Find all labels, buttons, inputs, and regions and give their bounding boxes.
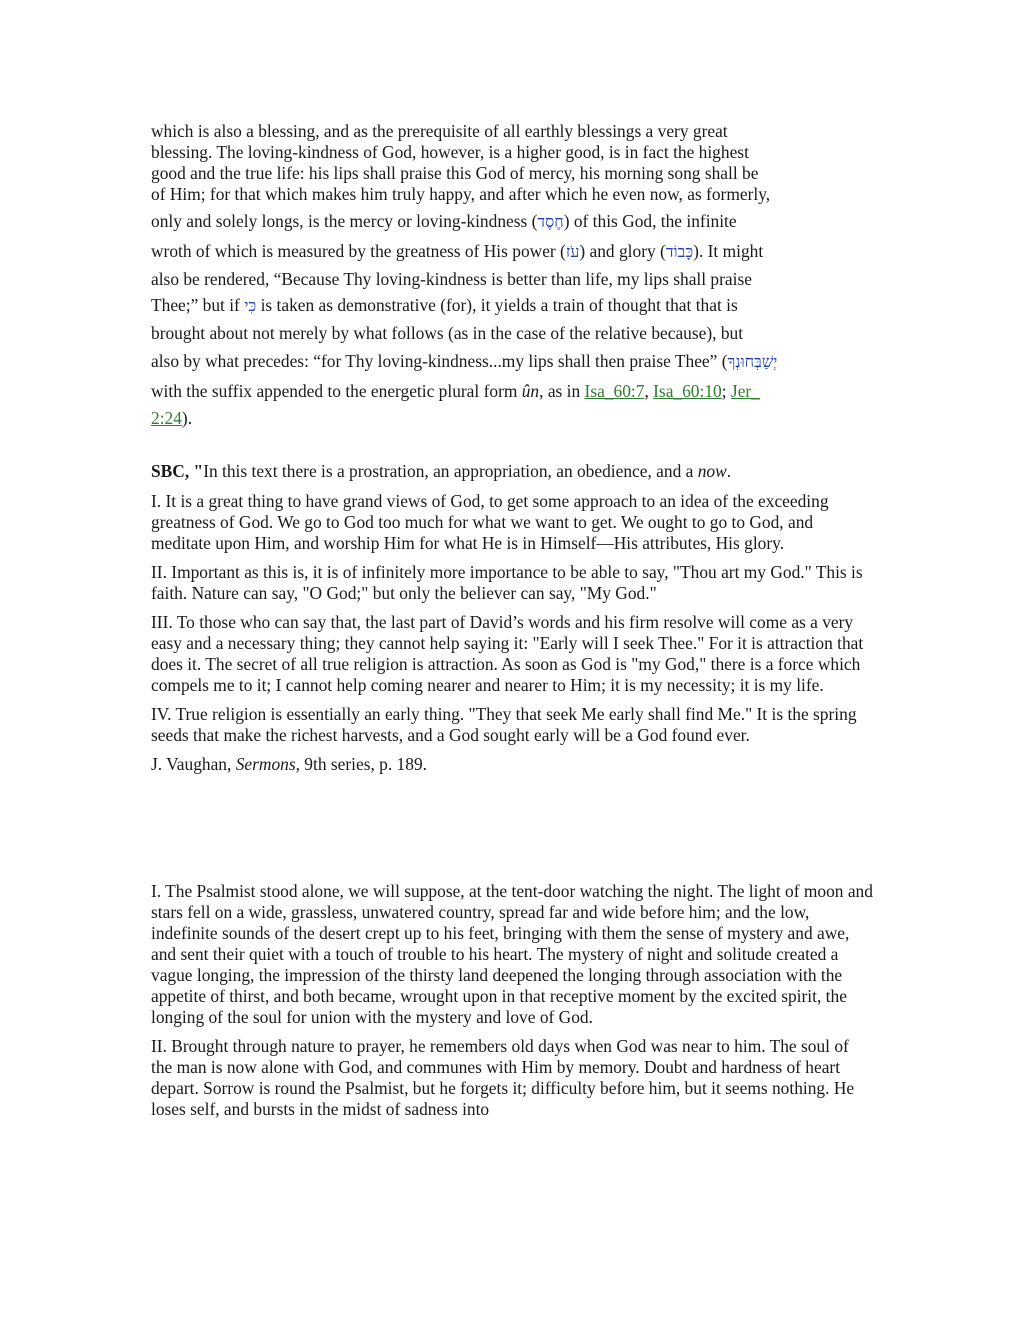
sbc-point-4: IV. True religion is essentially an early thing. "They that seek Me early shall find Me." It is the spring seeds that make the richest harvests, and a God sought early will be a God found ever. — [151, 704, 857, 745]
document-page — [151, 121, 873, 1128]
hebrew-word: חֶסֶד — [537, 212, 564, 231]
text-span: blessing. The loving-kindness of God, however, is a higher good, is in fact the highest — [151, 142, 749, 162]
sbc-point-1: I. It is a great thing to have grand views of God, to get some approach to an idea of the exceeding greatness of God. We go to God too much for what we want to get. We ought to go to God, and meditate upon Him, and worship Him for what He is in Himself—His attributes, His glory. — [151, 491, 829, 553]
sermon-point-2: II. Brought through nature to prayer, he remembers old days when God was near to him. The soul of the man is now alone with God, and communes with Him by memory. Doubt and hardness of heart depart. Sorrow is round the Psalmist, but he forgets it; difficulty before him, but it seems nothing. He loses self, and bursts in the midst of sadness into — [151, 1036, 855, 1119]
text-span: wroth of which is measured by the greatness of His power ( — [151, 241, 566, 261]
text-line — [151, 121, 873, 142]
text-line — [151, 238, 873, 266]
text-line — [151, 346, 873, 377]
text-line — [151, 377, 873, 405]
sbc-label: SBC, " — [151, 461, 204, 481]
text-line — [151, 292, 873, 320]
text-span: with the suffix appended to the energetic plural form — [151, 381, 522, 401]
text-line — [151, 163, 873, 184]
second-sermon-section — [151, 881, 873, 1120]
italic-term: ûn — [521, 381, 540, 401]
sermon-point-1: I. The Psalmist stood alone, we will suppose, at the tent-door watching the night. The light of moon and stars fell on a wide, grassless, unwatered country, spread far and wide before him; and the low, indefinite sounds of the desert crept up to his feet, bringing with them the sense of mystery and awe, and sent their quiet with a touch of trouble to his heart. The mystery of night and solitude created a vague longing, the impression of the thirsty land deepened the longing through association with the appetite of thirst, and both became, wrought upon in that receptive moment by the excited spirit, the longing of the soul for union with the mystery and love of God. — [151, 881, 873, 1027]
text-span: , as in — [539, 381, 585, 401]
text-span: is taken as demonstrative (for), it yields a train of thought that that is — [256, 295, 738, 315]
citation-author: J. Vaughan, — [151, 754, 236, 774]
text-line — [151, 266, 873, 293]
text-line — [151, 205, 873, 238]
text-span: ). — [181, 408, 193, 428]
text-span: Thee;” but if — [151, 295, 245, 315]
scripture-link-jer-2-24[interactable]: Jer_ — [730, 381, 760, 401]
citation-title: Sermons, — [235, 754, 300, 774]
italic-term: now — [697, 461, 727, 481]
sbc-section — [151, 461, 873, 775]
sbc-point-3: III. To those who can say that, the last part of David’s words and his firm resolve will come as a very easy and a necessary thing; they cannot help saying it: "Early will I seek Thee." For it is attraction that does it. The secret of all true religion is attraction. As soon as God is "my God," there is a force which compels me to it; I cannot help coming nearer and nearer to Him; it is my necessity; it is my life. — [151, 612, 864, 695]
text-span: , — [644, 381, 654, 401]
text-span: ) of this God, the infinite — [563, 211, 737, 231]
text-span: also be rendered, “Because Thy loving-kindness is better than life, my lips shall praise — [151, 268, 752, 289]
text-span: also by what precedes: “for Thy loving-kindness...my lips shall then praise Thee” ( — [151, 351, 728, 371]
text-span: In this text there is a prostration, an appropriation, an obedience, and a — [203, 461, 698, 481]
text-line — [151, 184, 873, 205]
text-line — [151, 142, 873, 163]
text-span: of Him; for that which makes him truly happy, and after which he even now, as formerly, — [151, 184, 771, 204]
commentary-paragraph — [151, 121, 873, 238]
commentary-paragraph-continued — [151, 238, 873, 431]
text-span: good and the true life: his lips shall praise this God of mercy, his morning song shall be — [151, 163, 759, 183]
sbc-point-2: II. Important as this is, it is of infinitely more importance to be able to say, "Thou art my God." This is faith. Nature can say, "O God;" but only the believer can say, "My God." — [151, 562, 863, 603]
citation — [151, 754, 873, 775]
text-line — [151, 320, 873, 347]
text-span: which is also a blessing, and as the prerequisite of all earthly blessings a very great — [151, 121, 728, 141]
sbc-intro — [151, 461, 873, 482]
hebrew-word: יְשַׁבְּחוּנְךָ — [727, 352, 778, 371]
scripture-link-isa-60-10[interactable]: Isa_60:10 — [653, 381, 722, 401]
scripture-link-isa-60-7[interactable]: Isa_60:7 — [584, 381, 645, 401]
text-span: brought about not merely by what follows (as in the case of the relative because), but — [151, 322, 744, 343]
spacer — [151, 783, 873, 881]
text-span: . — [726, 461, 732, 481]
text-span: ) and glory ( — [579, 241, 666, 261]
scripture-link-jer-2-24-cont[interactable]: 2:24 — [151, 408, 182, 428]
spacer — [151, 431, 873, 461]
text-span: ). It might — [693, 241, 764, 261]
text-span: ; — [721, 381, 731, 401]
text-span: only and solely longs, is the mercy or loving-kindness ( — [151, 211, 538, 231]
hebrew-word: עֹז — [565, 242, 580, 261]
citation-detail: 9th series, p. 189. — [299, 754, 427, 774]
text-line — [151, 405, 873, 431]
hebrew-word: כִּי — [244, 296, 257, 315]
hebrew-word: כָּבוֹד — [665, 242, 694, 261]
